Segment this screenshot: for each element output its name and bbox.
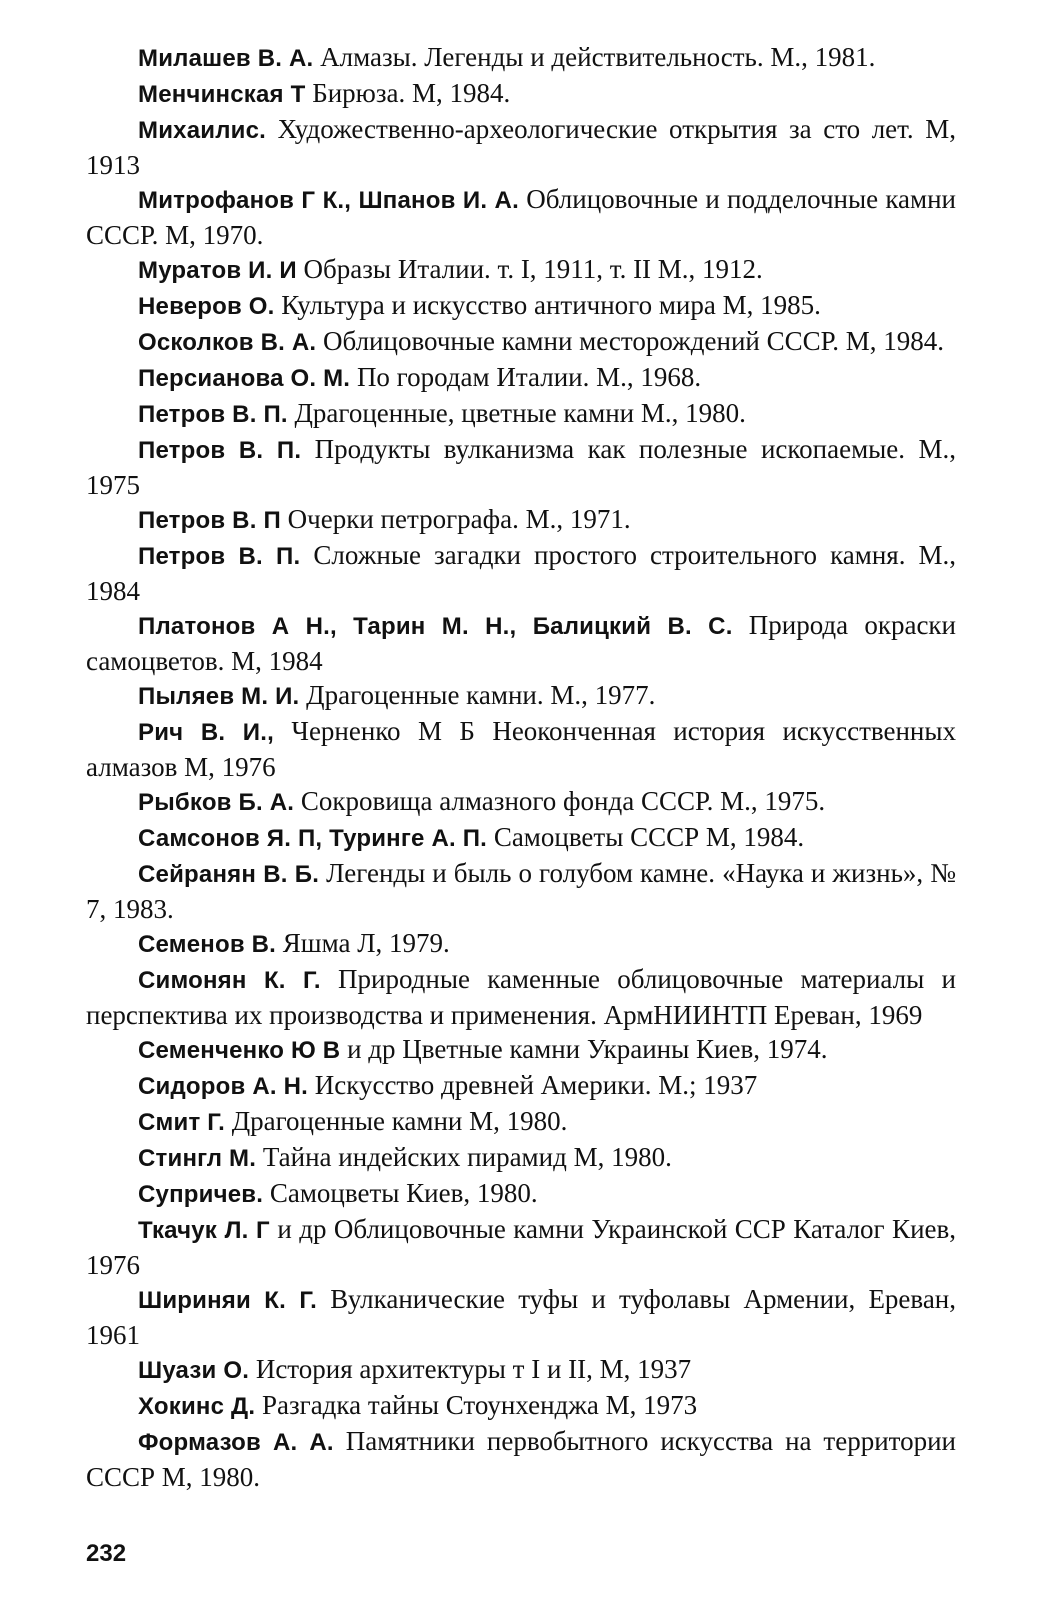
bibliography-list [86,40,956,1494]
bibliography-entry [86,1424,956,1494]
entry-author: Осколков В. А. [138,329,317,356]
entry-author: Шириняи К. Г. [138,1287,317,1314]
bibliography-entry [86,1140,956,1176]
entry-text: Разгадка тайны Стоунхенджа М, 1973 [261,1390,698,1420]
bibliography-entry [86,608,956,678]
entry-author: Формазов А. А. [138,1429,334,1456]
entry-author: Самсонов Я. П, Туринге А. П. [138,825,488,852]
entry-text: Продукты вулканизма как полезные ископаемые. М., 1975 [86,434,957,500]
bibliography-entry [86,1212,956,1282]
entry-author: Сейранян В. Б. [138,861,320,888]
bibliography-entry [86,962,956,1032]
bibliography-entry [86,432,956,502]
entry-text: Вулканические туфы и туфолавы Армении, Ереван, 1961 [86,1284,956,1350]
entry-text: Драгоценные камни. М., 1977. [306,680,656,710]
bibliography-entry [86,538,956,608]
bibliography-entry [86,502,956,538]
entry-text: Сокровища алмазного фонда СССР. М., 1975. [300,786,826,816]
entry-author: Петров В. П. [138,437,302,464]
entry-author: Платонов А Н., Тарин М. Н., Балицкий В. С. [138,613,733,640]
bibliography-entry [86,324,956,360]
entry-text: Облицовочные и подделочные камни СССР. М, 1970. [86,184,957,250]
entry-text: Яшма Л, 1979. [282,928,450,958]
bibliography-entry [86,76,956,112]
entry-author: Пыляев М. И. [138,683,300,710]
entry-author: Михаилис. [138,117,267,144]
entry-author: Семенов В. [138,931,277,958]
entry-text: Сложные загадки простого строительного камня. М., 1984 [86,540,957,606]
entry-author: Милашев В. А. [138,45,314,72]
entry-author: Рыбков Б. А. [138,789,295,816]
bibliography-entry [86,1388,956,1424]
bibliography-entry [86,1352,956,1388]
entry-author: Петров В. П. [138,401,288,428]
bibliography-entry [86,112,956,182]
entry-text: История архитектуры т I и II, М, 1937 [255,1354,692,1384]
entry-author: Персианова О. М. [138,365,351,392]
entry-author: Шуази О. [138,1357,250,1384]
entry-text: Драгоценные, цветные камни М., 1980. [294,398,746,428]
entry-author: Сидоров А. Н. [138,1073,308,1100]
entry-author: Рич В. И., [138,719,274,746]
entry-author: Менчинская Т [138,81,306,108]
entry-author: Смит Г. [138,1109,225,1136]
entry-author: Семенченко Ю В [138,1037,341,1064]
bibliography-entry [86,396,956,432]
entry-text: Искусство древней Америки. М.; 1937 [314,1070,758,1100]
bibliography-entry [86,714,956,784]
bibliography-entry [86,360,956,396]
bibliography-entry [86,1282,956,1352]
entry-text: Драгоценные камни М, 1980. [231,1106,568,1136]
entry-text: Бирюза. М, 1984. [312,78,511,108]
entry-author: Петров В. П [138,507,281,534]
entry-author: Ткачук Л. Г [138,1217,270,1244]
entry-text: Очерки петрографа. М., 1971. [287,504,631,534]
page-number: 232 [86,1540,127,1567]
entry-text: Культура и искусство античного мира М, 1985. [281,290,821,320]
entry-author: Супричев. [138,1181,264,1208]
entry-text: и др Цветные камни Украины Киев, 1974. [347,1034,828,1064]
entry-text: По городам Италии. М., 1968. [356,362,702,392]
bibliography-entry [86,40,956,76]
entry-text: Природные каменные облицовочные материалы и перспектива их производства и применения. АрмНИИНТП Ереван, 1969 [86,964,956,1030]
entry-text: Тайна индейских пирамид М, 1980. [262,1142,672,1172]
entry-text: Художественно-археологические открытия за сто лет. М, 1913 [86,114,957,180]
entry-author: Митрофанов Г К., Шпанов И. А. [138,187,519,214]
entry-author: Муратов И. И [138,257,297,284]
entry-text: Самоцветы Киев, 1980. [269,1178,538,1208]
entry-text: Самоцветы СССР М, 1984. [493,822,805,852]
entry-text: Черненко М Б Неоконченная история искусственных алмазов М, 1976 [86,716,956,782]
entry-author: Неверов О. [138,293,275,320]
entry-author: Хокинс Д. [138,1393,256,1420]
entry-text: и др Облицовочные камни Украинской ССР Каталог Киев, 1976 [86,1214,957,1280]
entry-author: Симонян К. Г. [138,967,321,994]
entry-text: Природа окраски самоцветов. М, 1984 [86,610,956,676]
entry-text: Алмазы. Легенды и действительность. М., 1981. [320,42,876,72]
entry-text: Облицовочные камни месторождений СССР. М, 1984. [323,326,945,356]
bibliography-entry [86,1068,956,1104]
entry-author: Петров В. П. [138,543,301,570]
bibliography-entry [86,182,956,252]
bibliography-entry [86,252,956,288]
bibliography-entry [86,856,956,926]
entry-author: Стингл М. [138,1145,257,1172]
bibliography-entry [86,820,956,856]
bibliography-entry [86,1032,956,1068]
bibliography-entry [86,1176,956,1212]
bibliography-entry [86,1104,956,1140]
bibliography-entry [86,926,956,962]
bibliography-entry [86,784,956,820]
entry-text: Образы Италии. т. I, 1911, т. II М., 1912. [303,254,763,284]
entry-text: Легенды и быль о голубом камне. «Наука и жизнь», № 7, 1983. [86,858,956,924]
entry-text: Памятники первобытного искусства на территории СССР М, 1980. [86,1426,956,1492]
bibliography-entry [86,288,956,324]
bibliography-entry [86,678,956,714]
